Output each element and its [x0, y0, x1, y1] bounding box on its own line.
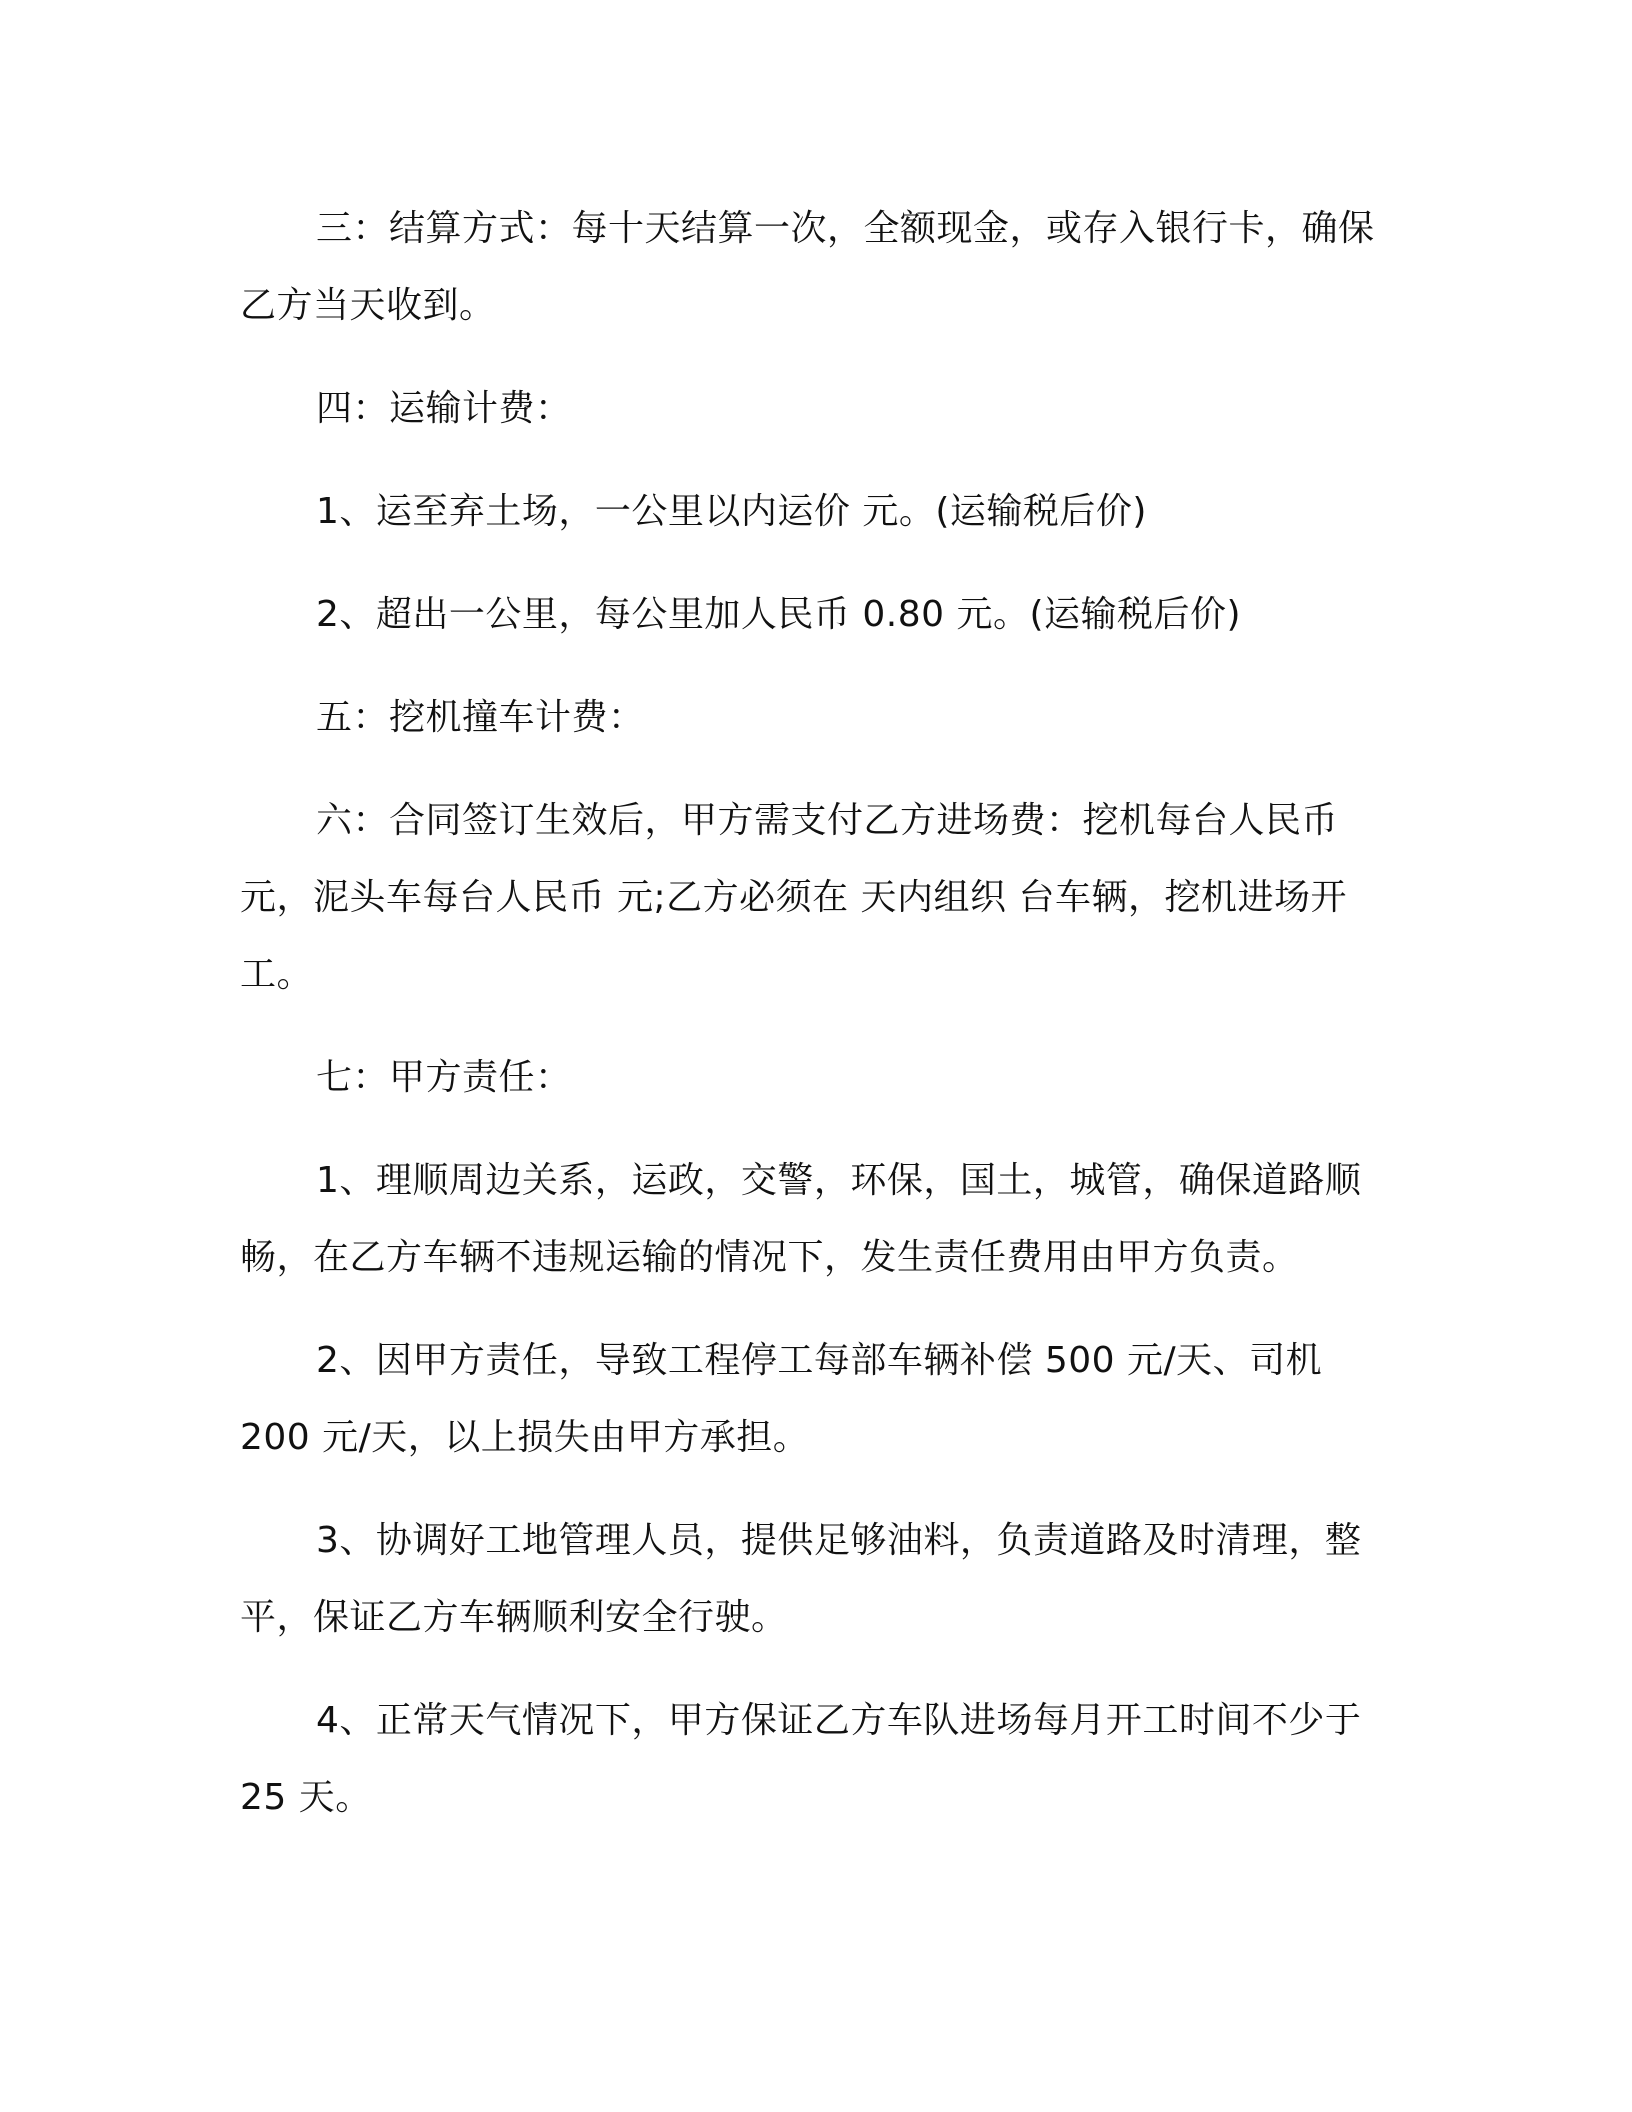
paragraph-transport-fee-2: 2、超出一公里，每公里加人民币 0.80 元。(运输税后价)	[316, 594, 1242, 635]
paragraph-entry-fee: 六：合同签订生效后，甲方需支付乙方进场费：挖机每台人民币 元，泥头车每台人民币 元;乙方必须在 天内组织 台车辆，挖机进场开工。	[240, 800, 1350, 995]
paragraph-transport-fee-heading: 四：运输计费：	[316, 388, 572, 429]
paragraph-party-a-duty-heading: 七：甲方责任：	[316, 1057, 572, 1098]
paragraph-party-a-duty-1: 1、理顺周边关系，运政，交警，环保，国土，城管，确保道路顺畅，在乙方车辆不违规运输的情况下，发生责任费用由甲方负责。	[240, 1160, 1362, 1278]
paragraph-party-a-duty-3: 3、协调好工地管理人员，提供足够油料，负责道路及时清理，整平，保证乙方车辆顺利安全行驶。	[240, 1520, 1362, 1638]
paragraph-settlement: 三：结算方式：每十天结算一次，全额现金，或存入银行卡，确保乙方当天收到。	[240, 208, 1375, 326]
document-body	[240, 190, 1392, 1862]
paragraph-transport-fee-1: 1、运至弃土场，一公里以内运价 元。(运输税后价)	[316, 491, 1147, 532]
paragraph-party-a-duty-4: 4、正常天气情况下，甲方保证乙方车队进场每月开工时间不少于 25 天。	[240, 1700, 1374, 1818]
paragraph-party-a-duty-2: 2、因甲方责任，导致工程停工每部车辆补偿 500 元/天、司机 200 元/天，以上损失由甲方承担。	[240, 1340, 1335, 1458]
paragraph-excavator-fee-heading: 五：挖机撞车计费：	[316, 697, 645, 738]
